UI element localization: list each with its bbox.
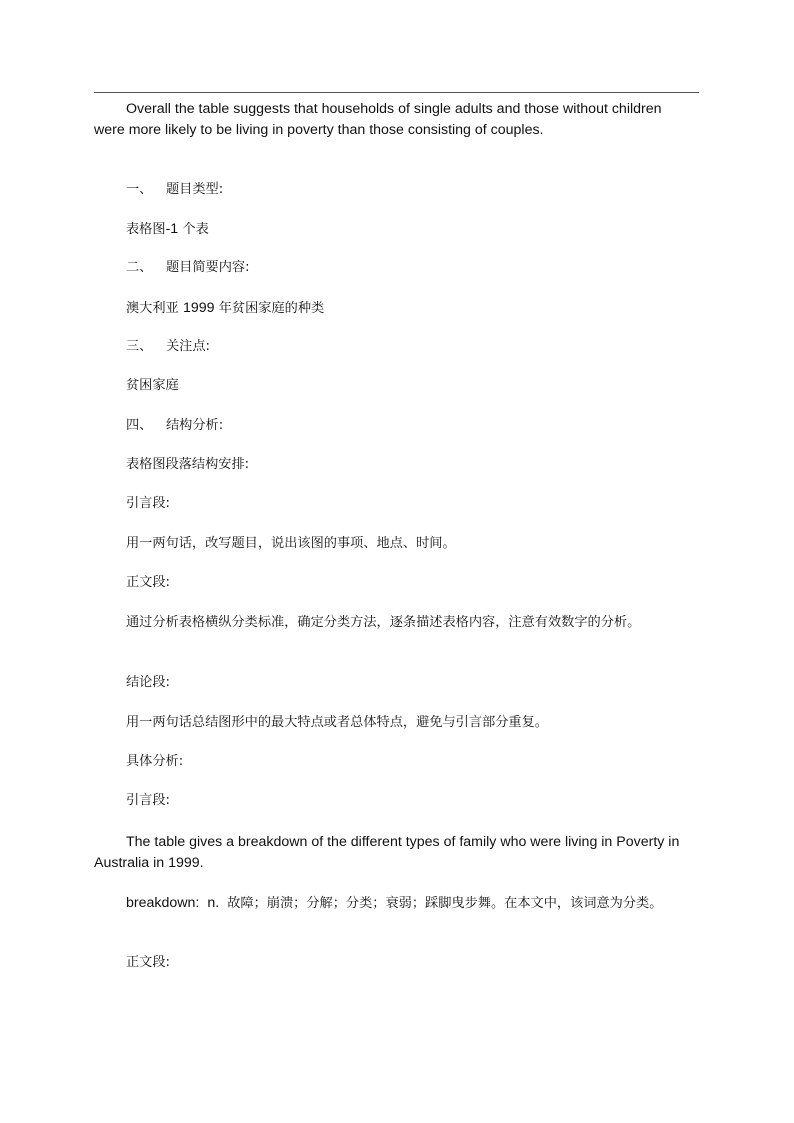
- structure-conclusion-desc: 用一两句话总结图形中的最大特点或者总体特点，避免与引言部分重复。: [126, 715, 548, 730]
- section-2-body-suffix: 年贫困家庭的种类: [214, 301, 325, 316]
- vocab-word: breakdown:: [126, 895, 200, 911]
- section-3-title: 关注点:: [166, 339, 211, 354]
- section-1-body-suffix: 个表: [178, 222, 209, 237]
- section-4-number: 四、: [126, 418, 153, 433]
- section-2-title: 题目简要内容:: [166, 260, 250, 275]
- section-1-body-number: -1: [165, 221, 179, 237]
- structure-body-desc: 通过分析表格横纵分类标准，确定分类方法，逐条描述表格内容，注意有效数字的分析。: [126, 615, 641, 630]
- section-2-heading: [126, 258, 250, 278]
- section-1-body: [126, 219, 209, 240]
- section-3-heading: [126, 337, 210, 357]
- intro-paragraph: Overall the table suggests that households of single adults and those without children were more likely to be living in poverty than those consisting of couples.: [94, 101, 662, 138]
- section-2-body-year: 1999: [182, 300, 215, 316]
- section-4-title: 结构分析:: [166, 418, 224, 433]
- structure-conclusion-label: 结论段:: [126, 675, 171, 690]
- section-3-body: 贫困家庭: [126, 378, 179, 393]
- section-1-heading: [126, 180, 223, 200]
- header-rule: [94, 92, 699, 93]
- vocab-meaning: 故障；崩溃；分解；分类；衰弱；踩脚曳步舞。在本文中，该词意为分类。: [227, 896, 663, 911]
- vocab-entry: [94, 893, 694, 914]
- section-1-body-prefix: 表格图: [126, 222, 166, 237]
- structure-body-label: 正文段:: [126, 575, 171, 590]
- section-1-title: 题目类型:: [166, 182, 224, 197]
- section-1-number: 一、: [126, 182, 153, 197]
- analysis-label: 具体分析:: [126, 754, 184, 769]
- section-2-body-prefix: 澳大利亚: [126, 301, 183, 316]
- structure-arrangement: 表格图段落结构安排:: [126, 457, 250, 472]
- section-2-number: 二、: [126, 260, 153, 275]
- section-2-body: [126, 298, 324, 319]
- vocab-pos: n.: [207, 895, 220, 911]
- structure-intro-desc: 用一两句话，改写题目，说出该图的事项、地点、时间。: [126, 536, 456, 551]
- section-3-number: 三、: [126, 339, 153, 354]
- sample-sentence: The table gives a breakdown of the different types of family who were living in Poverty in Australia in 1999.: [94, 834, 680, 871]
- analysis-body-label: 正文段:: [126, 955, 171, 970]
- section-4-heading: [126, 416, 223, 436]
- analysis-intro-label: 引言段:: [126, 793, 171, 808]
- structure-intro-label: 引言段:: [126, 496, 171, 511]
